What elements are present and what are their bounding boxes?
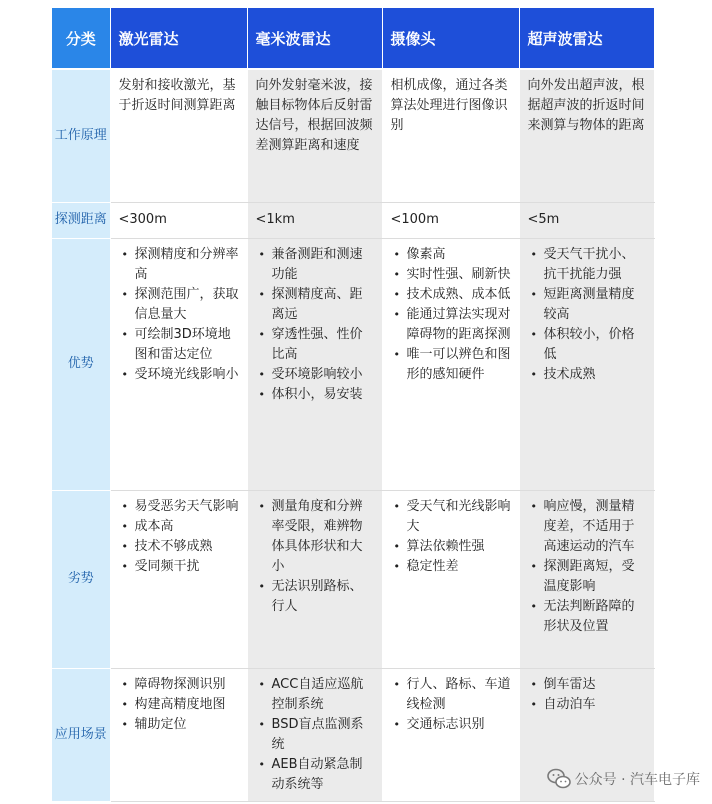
list-item: • 探测精度高、距离远 xyxy=(256,285,374,325)
bullet-list xyxy=(119,497,239,577)
list-item: • 受环境影响较小 xyxy=(256,365,374,385)
header-ultrasonic-radar: 超声波雷达 xyxy=(519,8,654,69)
list-item: • 无法判断路障的形状及位置 xyxy=(528,597,646,637)
list-item: • 无法识别路标、行人 xyxy=(256,577,374,617)
bullet-list xyxy=(256,497,374,617)
bullet-list xyxy=(391,675,511,735)
list-item: • 体积较小，价格低 xyxy=(528,325,646,365)
list-item: • 探测范围广，获取信息量大 xyxy=(119,285,239,325)
list-item: • 易受恶劣天气影响 xyxy=(119,497,239,517)
bullet-list xyxy=(528,497,646,637)
list-item: • BSD盲点监测系统 xyxy=(256,715,374,755)
list-item: • ACC自适应巡航控制系统 xyxy=(256,675,374,715)
row-label: 应用场景 xyxy=(52,668,110,801)
list-item: • 倒车雷达 xyxy=(528,675,646,695)
bullet-list xyxy=(391,245,511,385)
list-item: • 受环境光线影响小 xyxy=(119,365,239,385)
list-item: • 技术不够成熟 xyxy=(119,537,239,557)
list-item: • 受天气干扰小、抗干扰能力强 xyxy=(528,245,646,285)
list-item: • 辅助定位 xyxy=(119,715,239,735)
header-mmwave-radar: 毫米波雷达 xyxy=(247,8,382,69)
bullet-list xyxy=(391,497,511,577)
cell-text: 发射和接收激光，基于折返时间测算距离 xyxy=(110,69,247,202)
wechat-icon xyxy=(547,768,571,790)
row-label: 劣势 xyxy=(52,490,110,668)
list-item: • 技术成熟、成本低 xyxy=(391,285,511,305)
cell-text: <100m xyxy=(382,202,519,238)
row-advantages xyxy=(52,238,654,490)
watermark-text: 公众号 · 汽车电子库 xyxy=(574,772,700,788)
header-camera: 摄像头 xyxy=(382,8,519,69)
row-principle xyxy=(52,69,654,202)
cell-text: <1km xyxy=(247,202,382,238)
list-item: • 交通标志识别 xyxy=(391,715,511,735)
list-item: • 可绘制3D环境地图和雷达定位 xyxy=(119,325,239,365)
row-range xyxy=(52,202,654,238)
cell-text: <300m xyxy=(110,202,247,238)
bullet-list xyxy=(528,675,646,715)
list-item: • 成本高 xyxy=(119,517,239,537)
cell-text: <5m xyxy=(519,202,654,238)
list-item: • AEB自动紧急制动系统等 xyxy=(256,755,374,795)
bullet-list xyxy=(256,245,374,405)
list-item: • 体积小，易安装 xyxy=(256,385,374,405)
list-item: • 实时性强、刷新快 xyxy=(391,265,511,285)
bullet-list xyxy=(256,675,374,795)
list-item: • 短距离测量精度较高 xyxy=(528,285,646,325)
list-item: • 算法依赖性强 xyxy=(391,537,511,557)
cell-text: 向外发射毫米波，接触目标物体后反射雷达信号，根据回波频差测算距离和速度 xyxy=(247,69,382,202)
list-item: • 自动泊车 xyxy=(528,695,646,715)
list-item: • 行人、路标、车道线检测 xyxy=(391,675,511,715)
list-item: • 稳定性差 xyxy=(391,557,511,577)
row-label: 工作原理 xyxy=(52,69,110,202)
list-item: • 受天气和光线影响大 xyxy=(391,497,511,537)
list-item: • 响应慢，测量精度差，不适用于高速运动的汽车 xyxy=(528,497,646,557)
list-item: • 像素高 xyxy=(391,245,511,265)
list-item: • 唯一可以辨色和图形的感知硬件 xyxy=(391,345,511,385)
header-lidar: 激光雷达 xyxy=(110,8,247,69)
list-item: • 能通过算法实现对障碍物的距离探测 xyxy=(391,305,511,345)
cell-text: 相机成像，通过各类算法处理进行图像识别 xyxy=(382,69,519,202)
header-category: 分类 xyxy=(52,8,110,69)
watermark xyxy=(547,768,700,790)
list-item: • 兼备测距和测速功能 xyxy=(256,245,374,285)
cell-text: 向外发出超声波，根据超声波的折返时间来测算与物体的距离 xyxy=(519,69,654,202)
header-row xyxy=(52,8,654,69)
row-disadvantages xyxy=(52,490,654,668)
list-item: • 探测距离短，受温度影响 xyxy=(528,557,646,597)
bullet-list xyxy=(119,675,239,735)
list-item: • 探测精度和分辨率高 xyxy=(119,245,239,285)
list-item: • 受同频干扰 xyxy=(119,557,239,577)
sensor-comparison-table xyxy=(52,8,655,802)
row-label: 优势 xyxy=(52,238,110,490)
list-item: • 技术成熟 xyxy=(528,365,646,385)
list-item: • 构建高精度地图 xyxy=(119,695,239,715)
list-item: • 测量角度和分辨率受限，难辨物体具体形状和大小 xyxy=(256,497,374,577)
bullet-list xyxy=(119,245,239,385)
bullet-list xyxy=(528,245,646,385)
row-label: 探测距离 xyxy=(52,202,110,238)
list-item: • 穿透性强、性价比高 xyxy=(256,325,374,365)
list-item: • 障碍物探测识别 xyxy=(119,675,239,695)
